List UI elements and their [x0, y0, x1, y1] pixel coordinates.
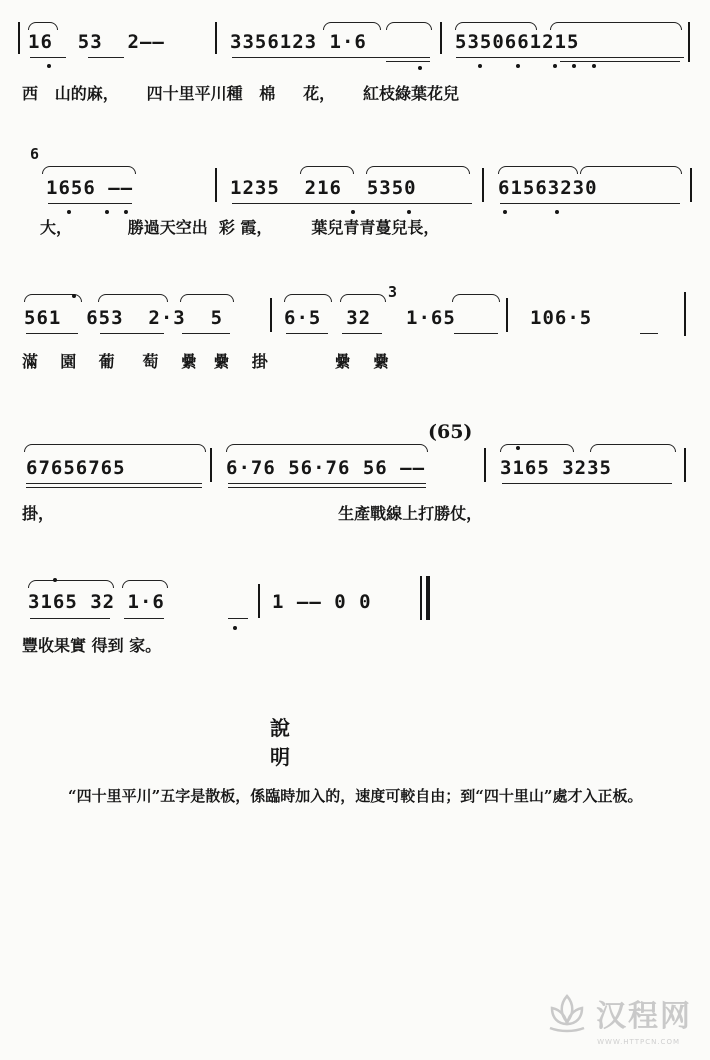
octave-dot	[516, 446, 520, 450]
beam	[228, 618, 248, 619]
slur	[42, 166, 136, 174]
beam	[26, 333, 78, 334]
slur	[24, 444, 206, 452]
slur	[590, 444, 676, 452]
beam	[232, 203, 472, 204]
beam	[454, 333, 498, 334]
barline	[420, 576, 422, 620]
beam	[100, 333, 164, 334]
barline	[484, 448, 486, 482]
measure-notes: 3165 32 1·6	[28, 591, 165, 613]
barline	[684, 292, 686, 336]
beam	[502, 483, 672, 484]
lyrics-line: 滿 園 葡 萄 纍 纍 掛 纍 纍	[22, 352, 389, 371]
octave-dot	[105, 210, 109, 214]
beam	[26, 483, 202, 484]
beam	[286, 333, 328, 334]
measure-notes: 6·5 32	[284, 307, 372, 329]
measure-notes: 106·5	[530, 307, 593, 329]
grace-note: 6	[30, 145, 40, 163]
barline	[690, 168, 692, 202]
octave-dot	[418, 66, 422, 70]
beam	[560, 61, 680, 62]
slur	[386, 22, 432, 30]
beam	[88, 57, 124, 58]
slur	[98, 294, 168, 302]
octave-dot	[233, 626, 237, 630]
octave-dot	[572, 64, 576, 68]
beam	[228, 487, 426, 488]
measure-notes: 6·76 56·76 56 ——	[226, 457, 426, 479]
measure-notes: 16 53 2——	[28, 31, 165, 53]
explanation-title: 說明	[270, 716, 380, 769]
beam	[640, 333, 658, 334]
measure-notes: 3165 3235	[500, 457, 612, 479]
slur	[28, 22, 58, 30]
slur	[550, 22, 682, 30]
final-barline	[426, 576, 430, 620]
octave-dot	[555, 210, 559, 214]
slur	[323, 22, 381, 30]
beam	[26, 487, 202, 488]
beam	[456, 57, 684, 58]
octave-dot	[553, 64, 557, 68]
slur	[180, 294, 234, 302]
barline	[482, 168, 484, 202]
measure-notes: 1656 ——	[46, 177, 134, 199]
octave-dot	[407, 210, 411, 214]
octave-dot	[47, 64, 51, 68]
grace-note: 3	[388, 283, 398, 301]
barline	[506, 298, 508, 332]
slur	[284, 294, 332, 302]
octave-dot	[67, 210, 71, 214]
measure-notes: 1 —— 0 0	[272, 591, 372, 613]
measure-notes: 561 653 2·3 5	[24, 307, 224, 329]
octave-dot	[516, 64, 520, 68]
beam	[232, 57, 430, 58]
beam	[228, 483, 426, 484]
slur	[122, 580, 168, 588]
beam	[48, 203, 132, 204]
slur	[452, 294, 500, 302]
lyrics-line: 西 山的麻， 四十里平川種 棉 花， 紅枝綠葉花兒	[22, 84, 459, 103]
lyrics-line: 掛， 生產戰線上打勝仗，	[22, 504, 483, 523]
measure-notes: 61563230	[498, 177, 598, 199]
watermark-brand: 汉程网	[596, 999, 692, 1034]
slur	[455, 22, 537, 30]
octave-dot	[124, 210, 128, 214]
lyrics-line: 豐收果實 得到 家。	[22, 636, 162, 655]
barline	[270, 298, 272, 332]
octave-dot	[53, 578, 57, 582]
slur	[226, 444, 428, 452]
beam	[30, 618, 110, 619]
octave-dot	[592, 64, 596, 68]
lyrics-line: 大， 勝過天空出 彩 霞， 葉兒青青蔓兒長，	[40, 218, 440, 237]
barline	[215, 168, 217, 202]
slur	[500, 444, 574, 452]
octave-dot	[351, 210, 355, 214]
beam	[182, 333, 230, 334]
measure-notes: 1·65	[406, 307, 456, 329]
octave-dot	[478, 64, 482, 68]
barline	[215, 22, 217, 54]
measure-notes: 3356123 1·6	[230, 31, 367, 53]
beam	[30, 57, 66, 58]
watermark-url: WWW.HTTPCN.COM	[597, 1038, 680, 1046]
barline	[210, 448, 212, 482]
explanation-text: “四十里平川”五字是散板，係臨時加入的，速度可較自由；到“四十里山”處才入正板。	[68, 787, 643, 805]
octave-dot	[72, 294, 76, 298]
lotus-logo-icon	[544, 990, 590, 1036]
measure-notes: 67656765	[26, 457, 126, 479]
barline	[688, 22, 690, 62]
slur	[28, 580, 114, 588]
octave-dot	[503, 210, 507, 214]
measure-notes: 1235 216 5350	[230, 177, 417, 199]
measure-notes: 5350661215	[455, 31, 580, 53]
slur	[366, 166, 470, 174]
slur	[340, 294, 386, 302]
slur	[498, 166, 578, 174]
slur	[300, 166, 354, 174]
barline	[258, 584, 260, 618]
beam	[386, 61, 430, 62]
barline	[440, 22, 442, 54]
slur	[580, 166, 682, 174]
beam	[124, 618, 164, 619]
beam	[500, 203, 680, 204]
barline	[684, 448, 686, 482]
barline	[18, 22, 20, 54]
watermark	[544, 990, 692, 1036]
beam	[342, 333, 382, 334]
rehearsal-mark: (65)	[428, 421, 473, 443]
